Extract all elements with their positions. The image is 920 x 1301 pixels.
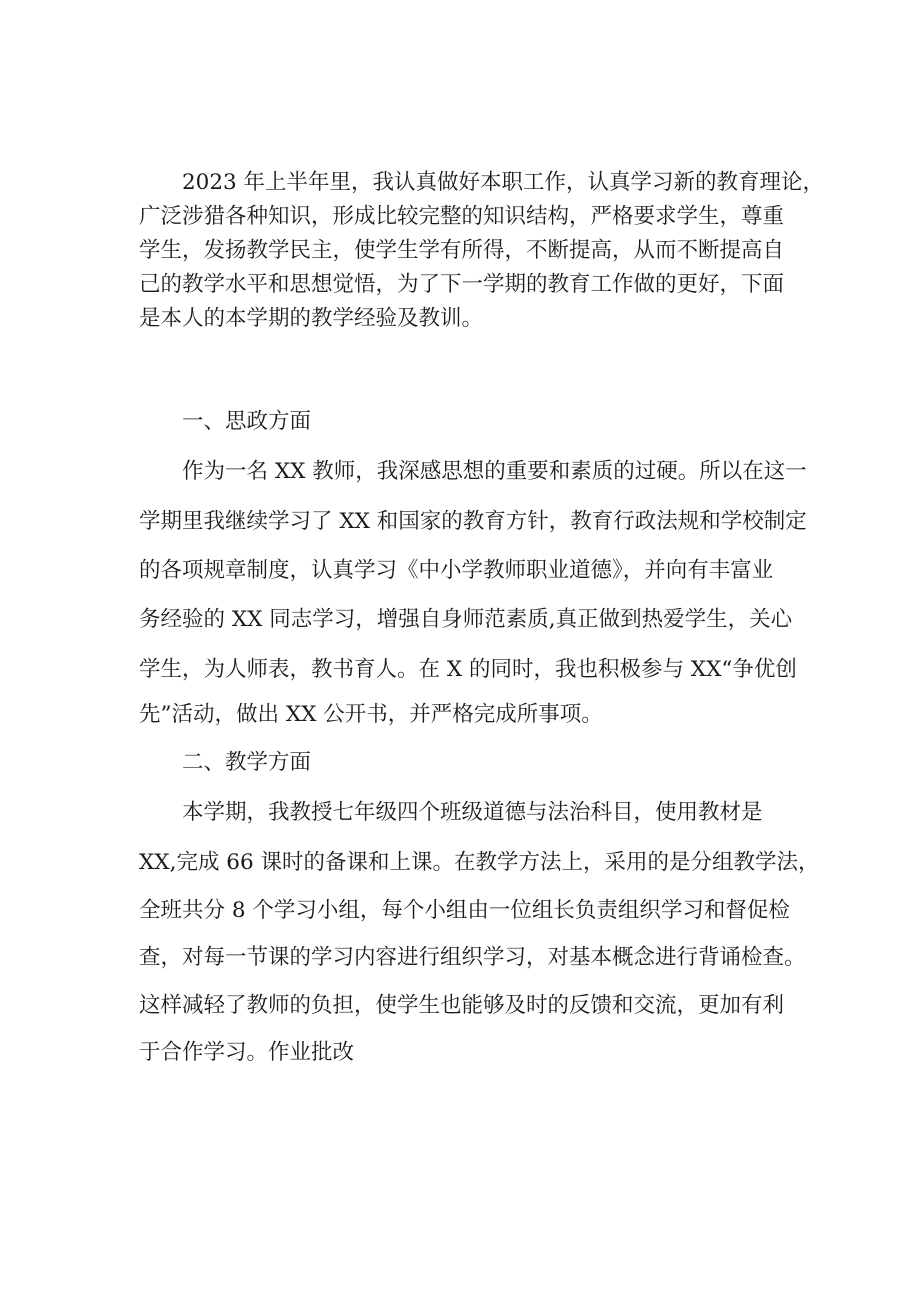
section-2-line-3: 全班共分 8 个学习小组，每个小组由一位组长负责组织学习和督促检	[139, 898, 790, 923]
section-2-line-4: 查，对每一节课的学习内容进行组织学习，对基本概念进行背诵检查。	[139, 945, 806, 970]
section-1-line-4: 务经验的 XX 同志学习，增强自身师范素质,真正做到热爱学生，关心	[139, 607, 793, 632]
section-2-heading: 二、教学方面	[182, 750, 312, 775]
section-1-line-6: 先”活动，做出 XX 公开书，并严格完成所事项。	[139, 702, 603, 727]
intro-line-3: 学生，发扬教学民主，使学生学有所得，不断提高，从而不断提高自	[139, 238, 785, 263]
section-1-heading: 一、思政方面	[182, 409, 312, 434]
section-1-line-1: 作为一名 XX 教师，我深感思想的重要和素质的过硬。所以在这一	[182, 459, 807, 484]
section-2-line-5: 这样减轻了教师的负担，使学生也能够及时的反馈和交流，更加有利	[139, 993, 785, 1018]
intro-line-2: 广泛涉猎各种知识，形成比较完整的知识结构，严格要求学生，尊重	[139, 204, 785, 229]
section-1-line-2: 学期里我继续学习了 XX 和国家的教育方针，教育行政法规和学校制定	[139, 509, 807, 534]
section-1-line-5: 学生，为人师表，教书育人。在 X 的同时，我也积极参与 XX“争优创	[139, 657, 797, 682]
intro-line-4: 己的教学水平和思想觉悟，为了下一学期的教育工作做的更好，下面	[139, 272, 785, 297]
section-1-line-3: 的各项规章制度，认真学习《中小学教师职业道德》，并向有丰富业	[139, 558, 774, 583]
intro-line-1: 2023 年上半年里，我认真做好本职工作，认真学习新的教育理论，	[182, 170, 825, 195]
section-2-line-1: 本学期，我教授七年级四个班级道德与法治科目，使用教材是	[182, 800, 763, 825]
intro-line-5: 是本人的本学期的教学经验及教训。	[139, 306, 484, 331]
section-2-line-6: 于合作学习。作业批改	[139, 1040, 355, 1065]
section-2-line-2: XX,完成 66 课时的备课和上课。在教学方法上，采用的是分组教学法，	[139, 850, 820, 875]
